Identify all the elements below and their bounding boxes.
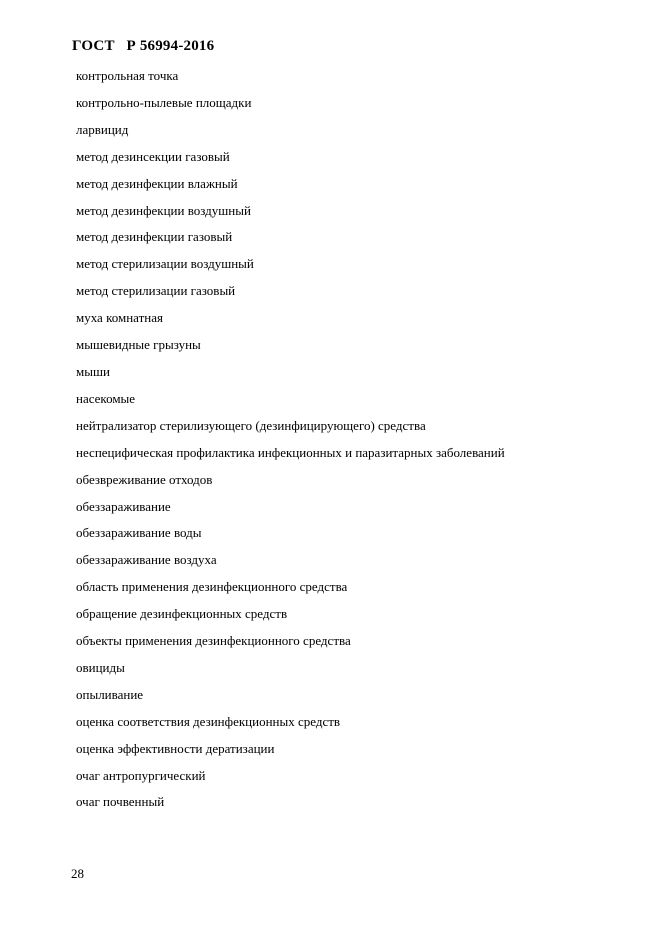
term-item: обезвреживание отходов xyxy=(76,471,213,487)
term-item: контрольно-пылевые площадки xyxy=(76,94,252,110)
term-item: мыши xyxy=(76,363,110,379)
term-item: область применения дезинфекционного средства xyxy=(76,579,348,595)
term-item: опыливание xyxy=(76,686,144,702)
term-item: метод дезинсекции газовый xyxy=(76,148,230,164)
term-item: очаг почвенный xyxy=(76,794,165,810)
term-item: ларвицид xyxy=(76,121,129,137)
term-item: контрольная точка xyxy=(76,68,179,83)
term-item: метод стерилизации воздушный xyxy=(76,256,254,272)
term-item: обеззараживание воды xyxy=(76,525,202,541)
term-item: оценка соответствия дезинфекционных средств xyxy=(76,713,341,729)
term-list xyxy=(76,63,546,816)
term-item: объекты применения дезинфекционного средства xyxy=(76,633,351,649)
term-item: метод дезинфекции влажный xyxy=(76,175,238,191)
term-item: метод дезинфекции газовый xyxy=(76,229,233,245)
term-item: мышевидные грызуны xyxy=(76,337,201,353)
term-item: насекомые xyxy=(76,390,136,406)
term-item: очаг антропургический xyxy=(76,767,206,783)
term-item: неспецифическая профилактика инфекционных и паразитарных заболеваний xyxy=(76,444,505,460)
term-item: метод стерилизации газовый xyxy=(76,283,236,299)
term-item: обеззараживание xyxy=(76,498,171,514)
term-item: обращение дезинфекционных средств xyxy=(76,606,288,622)
term-item: обеззараживание воздуха xyxy=(76,552,217,568)
term-item: овициды xyxy=(76,659,125,675)
term-item: оценка эффективности дератизации xyxy=(76,740,275,756)
term-item: метод дезинфекции воздушный xyxy=(76,202,251,218)
term-item: муха комнатная xyxy=(76,310,163,326)
document-header: ГОСТ Р 56994-2016 xyxy=(72,38,215,54)
page-number: 28 xyxy=(71,866,84,881)
term-item: нейтрализатор стерилизующего (дезинфицирующего) средства xyxy=(76,417,426,433)
